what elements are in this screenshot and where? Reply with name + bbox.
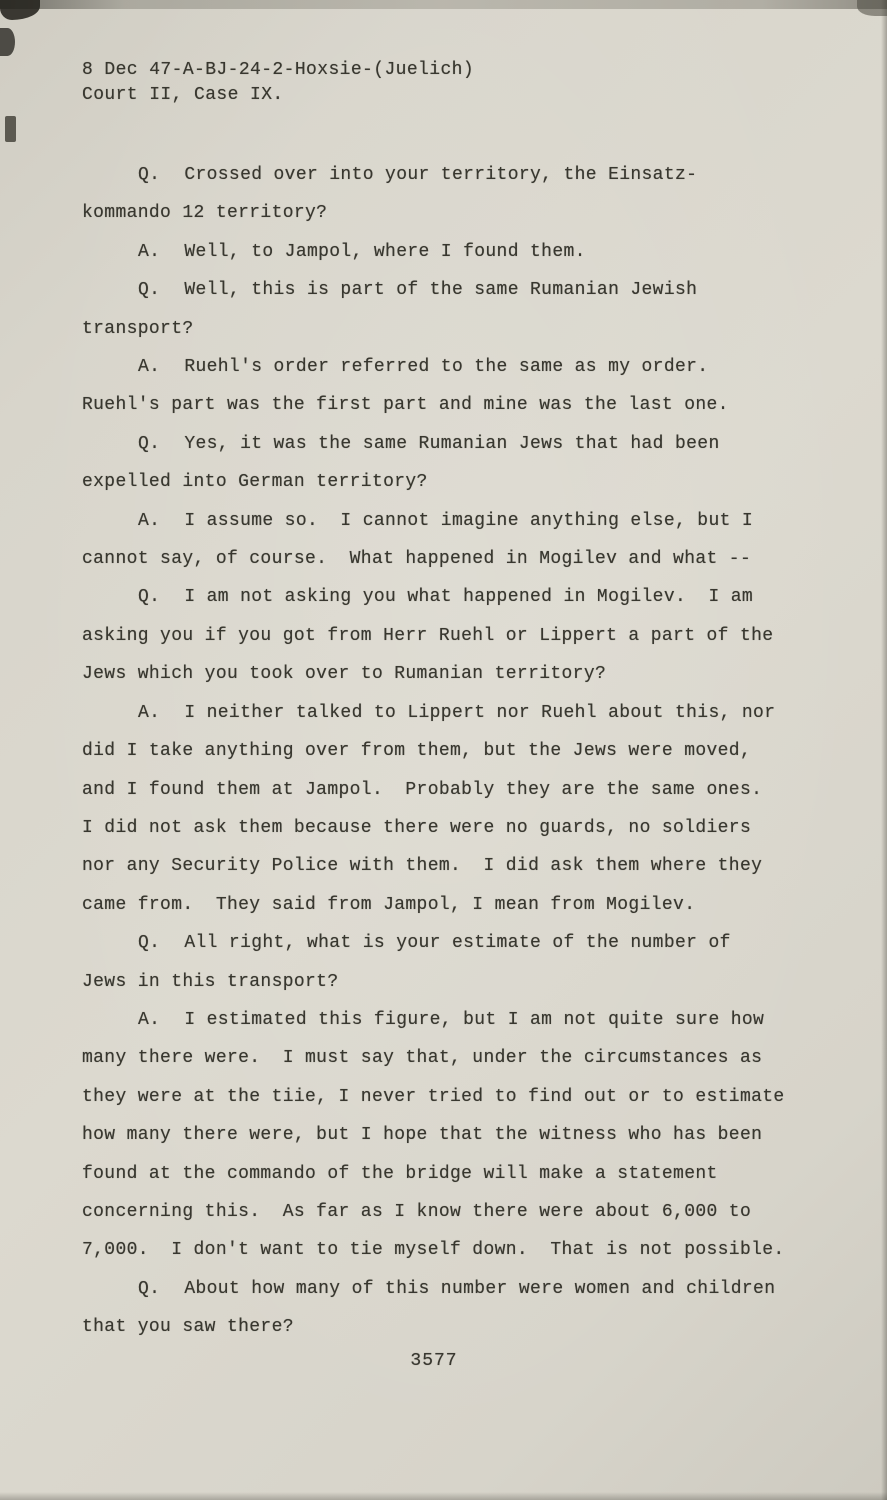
transcript-paragraph [82,1270,786,1347]
transcript-paragraph [82,271,786,348]
speaker-label: A. [138,357,161,378]
transcript-paragraph [82,502,786,579]
speaker-label: Q. [138,165,161,185]
paragraph-text: Well, this is part of the same Rumanian Jewish transport? [82,280,709,339]
speaker-label: A. [138,241,161,262]
transcript-body [82,156,796,1347]
paragraph-text: I neither talked to Lippert nor Ruehl about this, nor did I take anything over from them, but the Jews were moved, and I found them at Jampol. Probably they are the same ones. I did not ask them because there were no guards, no soldiers nor any Security Police with them. I did ask them where they came from. They said from Jampol, I mean from Mogilev. [82,702,787,915]
page-number: 3577 [410,1350,458,1371]
transcript-paragraph [82,1001,796,1270]
scan-artifact-bottom-edge-shadow [0,1492,887,1500]
transcript-paragraph [82,156,786,233]
paragraph-text: I assume so. I cannot imagine anything else, but I cannot say, of course. What happened in Mogilev and what -- [82,510,765,570]
paragraph-text: All right, what is your estimate of the number of Jews in this transport? [82,933,742,992]
transcript-paragraph [82,694,786,924]
speaker-label: A. [138,510,161,531]
paragraph-text: I estimated this figure, but I am not quite sure how many there were. I must say that, under the circumstances as they were at the tiie, I never tried to find out or to estimate how many there were, but I hope that the witness who has been found at the commando of the bridge will make a statement concerning this. As far as I know there were about 6,000 to 7,000. I don't want to tie myself down. That is not possible. [82,1009,796,1261]
paragraph-text: Ruehl's order referred to the same as my order. Ruehl's part was the first part and mine was the last one. [82,357,731,416]
transcript-paragraph [82,924,786,1001]
speaker-label: A. [138,1009,161,1030]
paragraph-text: About how many of this number were women and children that you saw there? [82,1278,787,1338]
paragraph-text: Yes, it was the same Rumanian Jews that had been expelled into German territory? [82,433,731,493]
paragraph-text: Crossed over into your territory, the Einsatz-kommando 12 territory? [82,165,698,224]
paragraph-text: Well, to Jampol, where I found them. [184,241,586,262]
speaker-label: Q. [138,933,161,954]
scan-artifact-top-strip [0,0,887,9]
speaker-label: Q. [138,1278,161,1299]
header-court-case: Court II, Case IX. [82,85,284,105]
speaker-label: Q. [138,587,161,608]
transcript-paragraph [82,233,786,271]
page-content [82,58,796,1371]
transcript-paragraph [82,578,786,693]
transcript-paragraph [82,348,786,425]
speaker-label: Q. [138,433,161,454]
scan-artifact-left-edge-mark-2 [5,116,16,142]
speaker-label: A. [138,702,161,723]
speaker-label: Q. [138,280,161,301]
transcript-paragraph [82,425,786,502]
paragraph-text: I am not asking you what happened in Mogilev. I am asking you if you got from Herr Ruehl or Lippert a part of the Jews which you took over to Rumanian territory? [82,587,785,685]
scan-artifact-left-edge-mark-1 [0,28,15,56]
document-header [82,58,786,108]
scan-artifact-top-left-corner [0,0,40,20]
scan-artifact-right-edge-shadow [881,0,887,1500]
header-case-reference: 8 Dec 47-A-BJ-24-2-Hoxsie-(Juelich) [82,60,475,80]
